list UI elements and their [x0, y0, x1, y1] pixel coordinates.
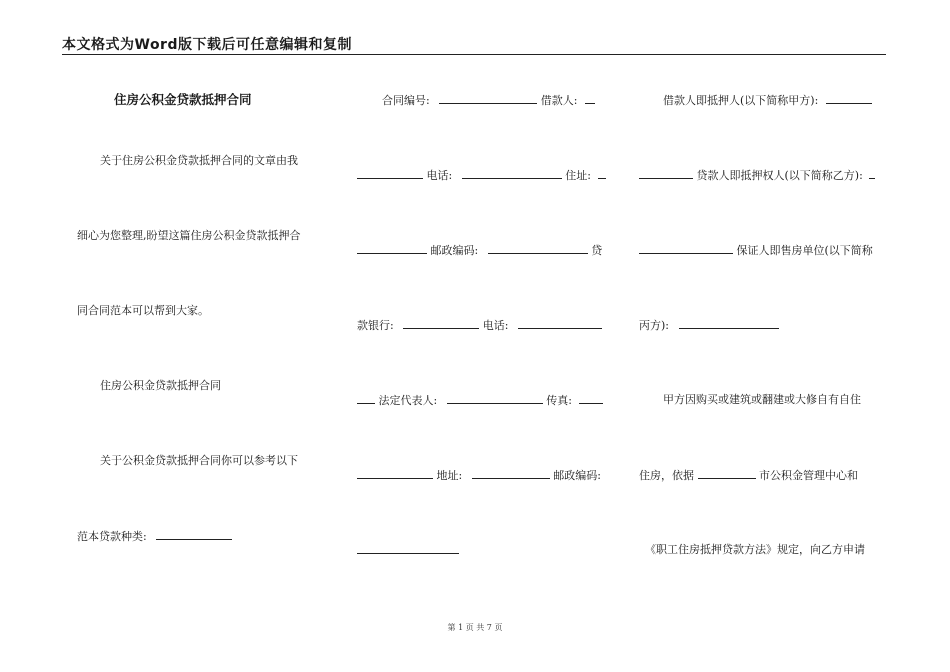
loan-type-row: [77, 529, 232, 544]
address2-blank: [472, 468, 550, 479]
postcode-blank: [488, 243, 588, 254]
loan-bank-prefix: 贷: [591, 244, 603, 257]
address2-row: [357, 468, 601, 483]
phone-address-row: [357, 168, 606, 183]
loan-type-blank: [156, 529, 232, 540]
contract-title: 住房公积金贷款抵押合同: [114, 92, 252, 107]
phone-label: 电话:: [426, 169, 453, 182]
phone-prefix-blank: [357, 168, 423, 179]
page-number: 第 1 页 共 7 页: [447, 623, 503, 632]
intro-line-1: 关于住房公积金贷款抵押合同的文章由我: [100, 154, 298, 167]
phone2-blank: [518, 318, 602, 329]
party-b-blank: [869, 168, 875, 179]
intro-line-2: 细心为您整理,盼望这篇住房公积金贷款抵押合: [77, 229, 301, 242]
address-label: 住址:: [565, 169, 591, 182]
postcode-label: 邮政编码:: [430, 244, 479, 257]
trailing-blank-row: [357, 543, 459, 558]
legal-rep-blank: [447, 393, 543, 404]
party-b-label: 贷款人即抵押权人(以下简称乙方):: [696, 169, 863, 182]
legal-rep-row: [357, 393, 603, 408]
fax-label: 传真:: [546, 394, 572, 407]
address-blank: [598, 168, 606, 179]
city-blank: [698, 468, 756, 479]
phone2-label: 电话:: [482, 319, 509, 332]
loan-bank-blank: [403, 318, 479, 329]
postcode-row: [357, 243, 602, 258]
borrower-label: 借款人:: [540, 94, 578, 107]
clause-line-1: 甲方因购买或建筑或翻建或大修自有自住: [663, 393, 861, 406]
party-a-blank: [826, 93, 872, 104]
party-a-row: [663, 93, 872, 108]
guarantor-row: [639, 243, 873, 258]
contract-no-blank: [439, 93, 537, 104]
fax-blank: [579, 393, 603, 404]
contract-no-row: [382, 93, 595, 108]
party-c-row: [639, 318, 779, 333]
loan-bank-row: [357, 318, 602, 333]
subtitle: 住房公积金贷款抵押合同: [100, 379, 221, 392]
party-b-row: [639, 168, 875, 183]
legal-rep-label: 法定代表人:: [378, 394, 438, 407]
loan-bank-label: 款银行:: [357, 319, 394, 332]
postcode2-label: 邮政编码:: [553, 469, 601, 482]
contract-no-label: 合同编号:: [382, 94, 430, 107]
clause-line-3: 《职工住房抵押贷款方法》规定，向乙方申请: [645, 543, 865, 556]
address2-prefix-blank: [357, 468, 433, 479]
phone-blank: [462, 168, 562, 179]
clause-2-end: 市公积金管理中心和: [759, 469, 858, 482]
party-c-label: 丙方):: [639, 319, 669, 332]
address2-label: 地址:: [436, 469, 463, 482]
clause-2-start: 住房，依据: [639, 469, 694, 482]
party-b-prefix-blank: [639, 168, 693, 179]
party-a-label: 借款人即抵押人(以下简称甲方):: [663, 94, 819, 107]
header-title: 本文格式为Word版下载后可任意编辑和复制: [62, 37, 352, 53]
guarantor-prefix-blank: [639, 243, 733, 254]
clause-line-2: [639, 468, 858, 483]
party-c-blank: [679, 318, 779, 329]
postcode-prefix-blank: [357, 243, 427, 254]
loan-type-label: 范本贷款种类:: [77, 530, 147, 543]
trailing-blank: [357, 543, 459, 554]
legal-rep-prefix-blank: [357, 393, 375, 404]
borrower-blank: [585, 93, 595, 104]
intro-line-3: 同合同范本可以帮到大家。: [77, 304, 209, 317]
guarantor-label: 保证人即售房单位(以下简称: [736, 244, 873, 257]
reference-line: 关于公积金贷款抵押合同你可以参考以下: [100, 454, 298, 467]
document-header: [62, 34, 886, 55]
